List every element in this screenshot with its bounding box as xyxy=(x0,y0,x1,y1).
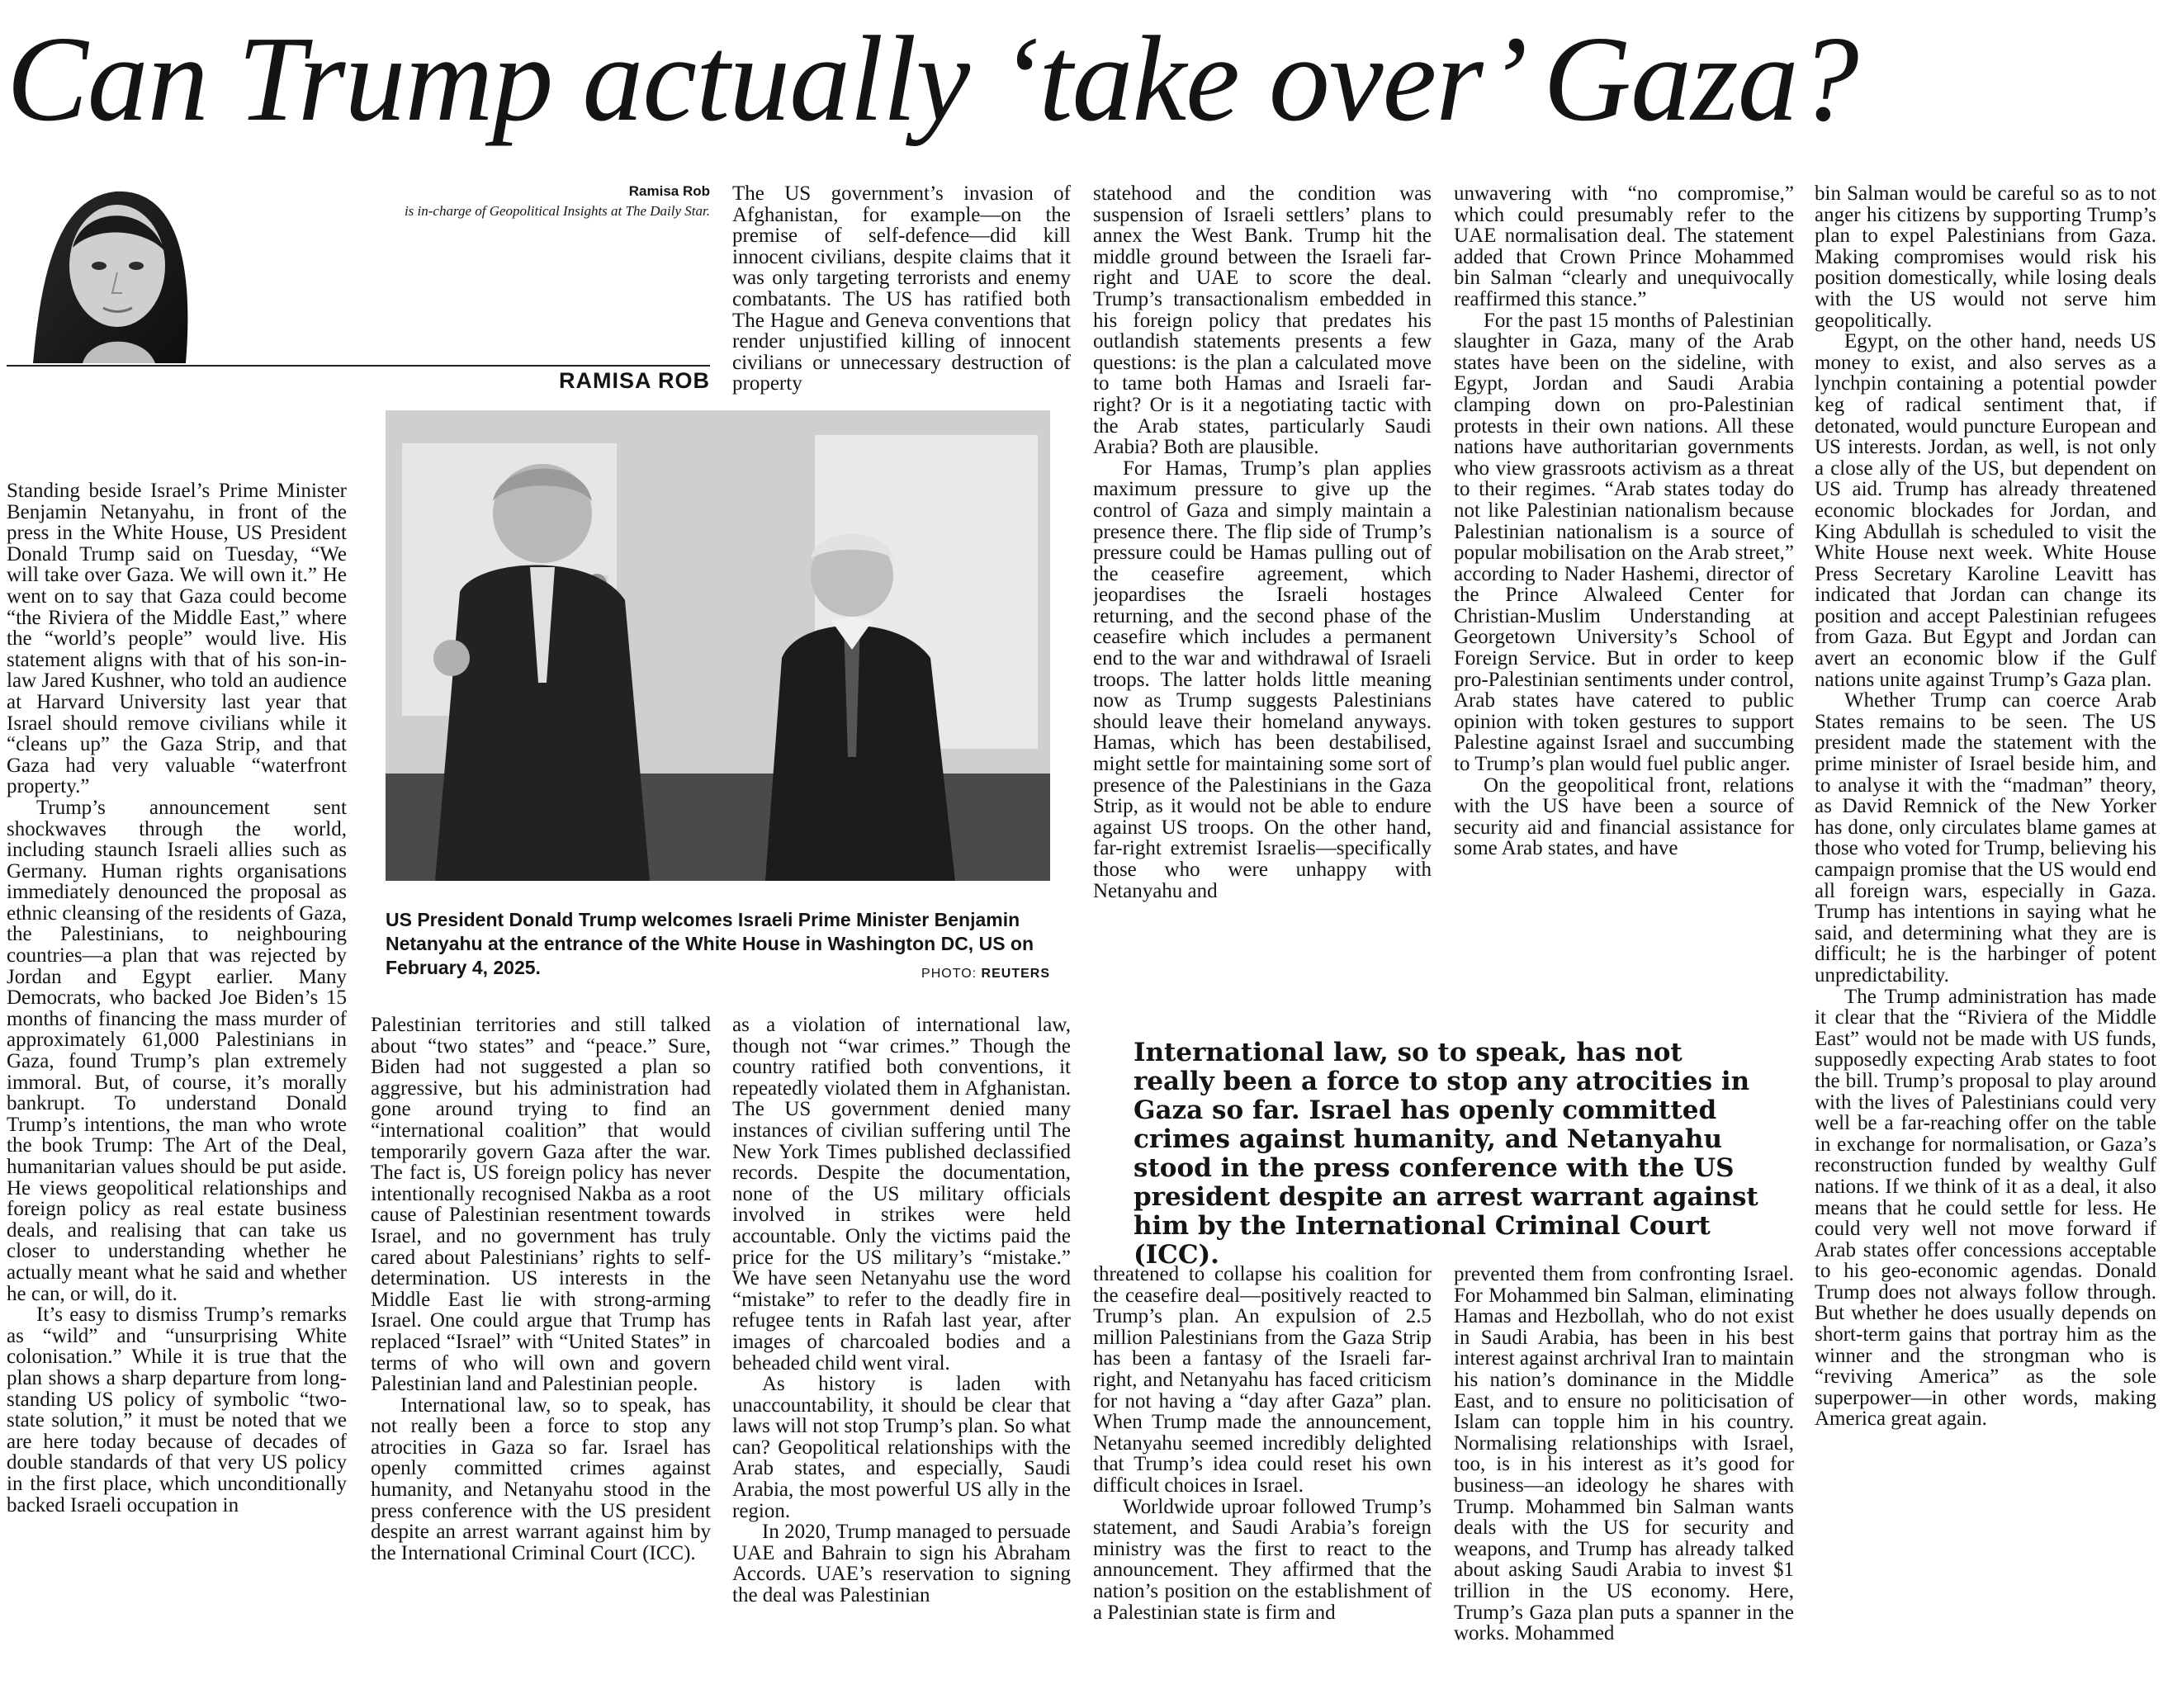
paragraph: Egypt, on the other hand, needs US money to exist, and also serves as a lynchpin containing a potential powder keg of radical sentiment that, if detonated, would puncture European and US interests. Jordan, as well, is not only a close ally of the US, but dependent on US aid. Trump has already threatened economic blockades for Jordan, and King Abdullah is scheduled to visit the White House next week. White House Press Secretary Karoline Leavitt has indicated that Jordan can change its position and accept Palestinian refugees from Gaza. But Egypt and Jordan can avert an economic blow if the Gulf nations unite against Trump’s Gaza plan. xyxy=(1815,330,2156,691)
paragraph: Standing beside Israel’s Prime Minister Benjamin Netanyahu, in front of the press in the White House, US President Donald Trump said on Tuesday, “We will take over Gaza. We will own it.” He went on to say that Gaza could become “the Riviera of the Middle East,” where the “world’s people” would live. His statement aligns with that of his son-in-law Jared Kushner, who told an audience at Harvard University last year that Israel should remove civilians while it “cleans up” the Gaza Strip, and that Gaza had very valuable “waterfront property.” xyxy=(7,480,347,798)
author-divider xyxy=(7,365,710,367)
paragraph: statehood and the condition was suspension of Israeli settlers’ plans to annex the West Bank. Trump hit the middle ground between the Israeli far-right and UAE to score the deal. Trump’s transactionalism embedded in his foreign policy that predates his outlandish statements presents a few questions: is the plan a calculated move to tame both Hamas and Israeli far-right? Or is it a negotiating tactic with the Arab states, particularly Saudi Arabia? Both are plausible. xyxy=(1093,183,1432,459)
column-3-top xyxy=(732,183,1071,408)
credit-source: REUTERS xyxy=(981,967,1050,981)
paragraph: The US government’s invasion of Afghanistan, for example—on the premise of self-defence—did kill innocent civilians, despite claims that it was only targeting terrorists and enemy combatants. The US has ratified both The Hague and Geneva conventions that render unjustified killing of innocent civilians or unnecessary destruction of property xyxy=(732,183,1071,395)
byline-caps: RAMISA ROB xyxy=(559,368,710,393)
column-4-bottom xyxy=(1093,1264,1432,1704)
paragraph: as a violation of international law, though not “war crimes.” Though the country ratified both conventions, it repeatedly violated them in Afghanistan. The US government denied many instances of civilian suffering until The New York Times published declassified records. Despite the documentation, none of the US military officials involved in strikes were held accountable. Only the victims paid the price for the US military’s “mistake.” We have seen Netanyahu use the word “mistake” to refer to the deadly fire in refugee tents in Rafah last year, after images of charcoaled bodies and a beheaded child went viral. xyxy=(732,1015,1071,1374)
paragraph: unwavering with “no compromise,” which could presumably refer to the UAE normalisation deal. The statement added that Crown Prince Mohammed bin Salman “clearly and unequivocally reaffirmed this stance.” xyxy=(1454,183,1794,310)
byline-role: is in-charge of Geopolitical Insights at The Daily Star. xyxy=(404,203,710,219)
byline-name: Ramisa Rob xyxy=(628,183,710,199)
paragraph: For Hamas, Trump’s plan applies maximum pressure to give up the control of Gaza and simply maintain a presence there. The flip side of Trump’s pressure could be Hamas pulling out of the ceasefire agreement, which jeopardises the Israeli hostages returning, and the second phase of the ceasefire which includes a permanent end to the war and withdrawal of Israeli troops. The latter holds little meaning now as Trump suggests Palestinians should leave their homeland anyways. Hamas, which has been destabilised, might settle for maintaining some sort of presence of the Palestinians in the Gaza Strip, as it would not be able to endure against US troops. On the other hand, far-right extremist Israelis—specifically those who were unhappy with Netanyahu and xyxy=(1093,457,1432,902)
column-1 xyxy=(7,480,347,1704)
pull-quote: International law, so to speak, has not really been a force to stop any atrocities in Gaza so far. Israel has openly committed crimes against humanity, and Netanyahu stood in the press conference with the US president despite an arrest warrant against him by the International Criminal Court (ICC). xyxy=(1134,1038,1758,1270)
column-3-bottom xyxy=(732,1015,1071,1704)
headline: Can Trump actually ‘take over’ Gaza? xyxy=(7,12,1858,147)
column-4-top xyxy=(1093,183,1432,1010)
paragraph: International law, so to speak, has not really been a force to stop any atrocities in Gaza so far. Israel has openly committed crimes against humanity, and Netanyahu stood in the press conference with the US president despite an arrest warrant against him by the International Criminal Court (ICC). xyxy=(371,1393,711,1564)
paragraph: The Trump administration has made it clear that the “Riviera of the Middle East” would not be made with US funds, supposedly expecting Arab states to foot the bill. Trump’s proposal to play around with the lives of Palestinians could very well be a far-reaching offer on the table in exchange for normalisation, or Gaza’s reconstruction funded by wealthy Gulf nations. If we think of it as a deal, it also means that he could settle for less. He could very well not move forward if Arab states offer concessions acceptable to his geo-economic agendas. Donald Trump does not always follow through. But whether he does usually depends on short-term gains that portray him as the winner and the strongman who is “reviving America” as the sole superpower—in other words, making America great again. xyxy=(1815,985,2156,1431)
paragraph: threatened to collapse his coalition for the ceasefire deal—positively reacted to Trump’s plan. An expulsion of 2.5 million Palestinians from the Gaza Strip has been a fantasy of the Israeli far-right, and Netanyahu has faced criticism for not having a “day after Gaza” plan. When Trump made the announcement, Netanyahu seemed incredibly delighted that Trump’s idea could reset his own difficult choices in Israel. xyxy=(1093,1264,1432,1497)
paragraph: Worldwide uproar followed Trump’s statement, and Saudi Arabia’s foreign ministry was the first to react to the announcement. They affirmed that the nation’s position on the establishment of a Palestinian state is firm and xyxy=(1093,1495,1432,1624)
author-block xyxy=(7,173,710,405)
column-6 xyxy=(1815,183,2156,1704)
paragraph: prevented them from confronting Israel. For Mohammed bin Salman, eliminating Hamas and Hezbollah, who do not exist in Saudi Arabia, has been in his best interest against archrival Iran to maintain his nation’s dominance in the Middle East, and to ensure no politicisation of Islam can topple him in his country. Normalising relationships with Israel, too, is in his interest as it’s good for business—an ideology he shares with Trump. Mohammed bin Salman wants deals with the US for security and weapons, and Trump has already talked about asking Saudi Arabia to invest $1 trillion in the US economy. Here, Trump’s Gaza plan puts a spanner in the works. Mohammed xyxy=(1454,1264,1794,1645)
paragraph: bin Salman would be careful so as to not anger his citizens by supporting Trump’s plan to expel Palestinians from Gaza. Making compromises would risk his position domestically, while losing deals with the US would not serve him geopolitically. xyxy=(1815,183,2156,332)
paragraph: On the geopolitical front, relations with the US have been a source of security aid and financial assistance for some Arab states, and have xyxy=(1454,774,1794,860)
photo-credit xyxy=(826,967,1050,982)
paragraph: Whether Trump can coerce Arab States remains to be seen. The US president made the statement with the prime minister of Israel beside him, and to analyse it with the “madman” theory, as David Remnick of the New Yorker has done, only circulates blame games at those who voted for Trump, believing his campaign promise that the US would end all foreign wars, especially in Gaza. Trump has intentions in saying what he said, and determining what they are is difficult; he is the harbinger of potent unpredictability. xyxy=(1815,689,2156,986)
column-2 xyxy=(371,1015,711,1704)
photo-caption: US President Donald Trump welcomes Israeli Prime Minister Benjamin Netanyahu at the entrance of the White House in Washington DC, US on February 4, 2025. xyxy=(386,909,1034,978)
paragraph: Palestinian territories and still talked about “two states” and “peace.” Sure, Biden had not suggested a plan so aggressive, but his administration had gone around trying to find an “international coalition” that would temporarily govern Gaza after the war. The fact is, US foreign policy has never intentionally recognised Nakba as a root cause of Palestinian resentment towards Israel, and no government has truly cared about Palestinians’ rights to self-determination. US interests in the Middle East lie with strong-arming Israel. One could argue that Trump has replaced “Israel” with “United States” in terms of who will own and govern Palestinian land and Palestinian people. xyxy=(371,1015,711,1396)
paragraph: Trump’s announcement sent shockwaves through the world, including staunch Israeli allies such as Germany. Human rights organisations immediately denounced the proposal as ethnic cleansing of the residents of Gaza, the Palestinians, to neighbouring countries—a plan that was rejected by Jordan and Egypt earlier. Many Democrats, who backed Joe Biden’s 15 months of financing the mass murder of approximately 61,000 Palestinians in Gaza, found Trump’s plan extremely immoral. But, of course, it’s morally bankrupt. To understand Donald Trump’s intentions, the man who wrote the book Trump: The Art of the Deal, humanitarian values should be put aside. He views geopolitical relationships and foreign policy as real estate business deals, and realising that can take us closer to understanding whether he actually meant what he said and whether he can, or will, do it. xyxy=(7,796,347,1305)
paragraph: As history is laden with unaccountability, it should be clear that laws will not stop Trump’s plan. So what can? Geopolitical relationships with the Arab states, and especially, Saudi Arabia, the most powerful US ally in the region. xyxy=(732,1373,1071,1522)
column-5-bottom xyxy=(1454,1264,1794,1704)
paragraph: For the past 15 months of Palestinian slaughter in Gaza, many of the Arab states have been on the sideline, with Egypt, Jordan and Saudi Arabia clamping down on pro-Palestinian protests in their own nations. All these nations have authoritarian governments who view grassroots activism as a threat to their regimes. “Arab states today do not like Palestinian nationalism because Palestinian nationalism is a source of popular mobilisation on the Arab street,” according to Nader Hashemi, director of the Prince Alwaleed Center for Christian-Muslim Understanding at Georgetown University’s School of Foreign Service. But in order to keep pro-Palestinian sentiments under control, Arab states have catered to public opinion with token gestures to support Palestine against Israel and succumbing to Trump’s plan would fuel public anger. xyxy=(1454,309,1794,776)
news-photo xyxy=(386,410,1050,881)
paragraph: In 2020, Trump managed to persuade UAE and Bahrain to sign his Abraham Accords. UAE’s reservation to signing the deal was Palestinian xyxy=(732,1521,1071,1607)
author-portrait xyxy=(8,173,206,363)
credit-label: PHOTO: xyxy=(921,967,977,981)
paragraph: It’s easy to dismiss Trump’s remarks as “wild” and “unsurprising White colonisation.” While it is true that the plan shows a sharp departure from long-standing US policy of symbolic “two-state solution,” it must be noted that we are here today because of decades of double standards of that very US policy in the first place, which unconditionally backed Israeli occupation in xyxy=(7,1303,347,1516)
column-5-top xyxy=(1454,183,1794,1010)
